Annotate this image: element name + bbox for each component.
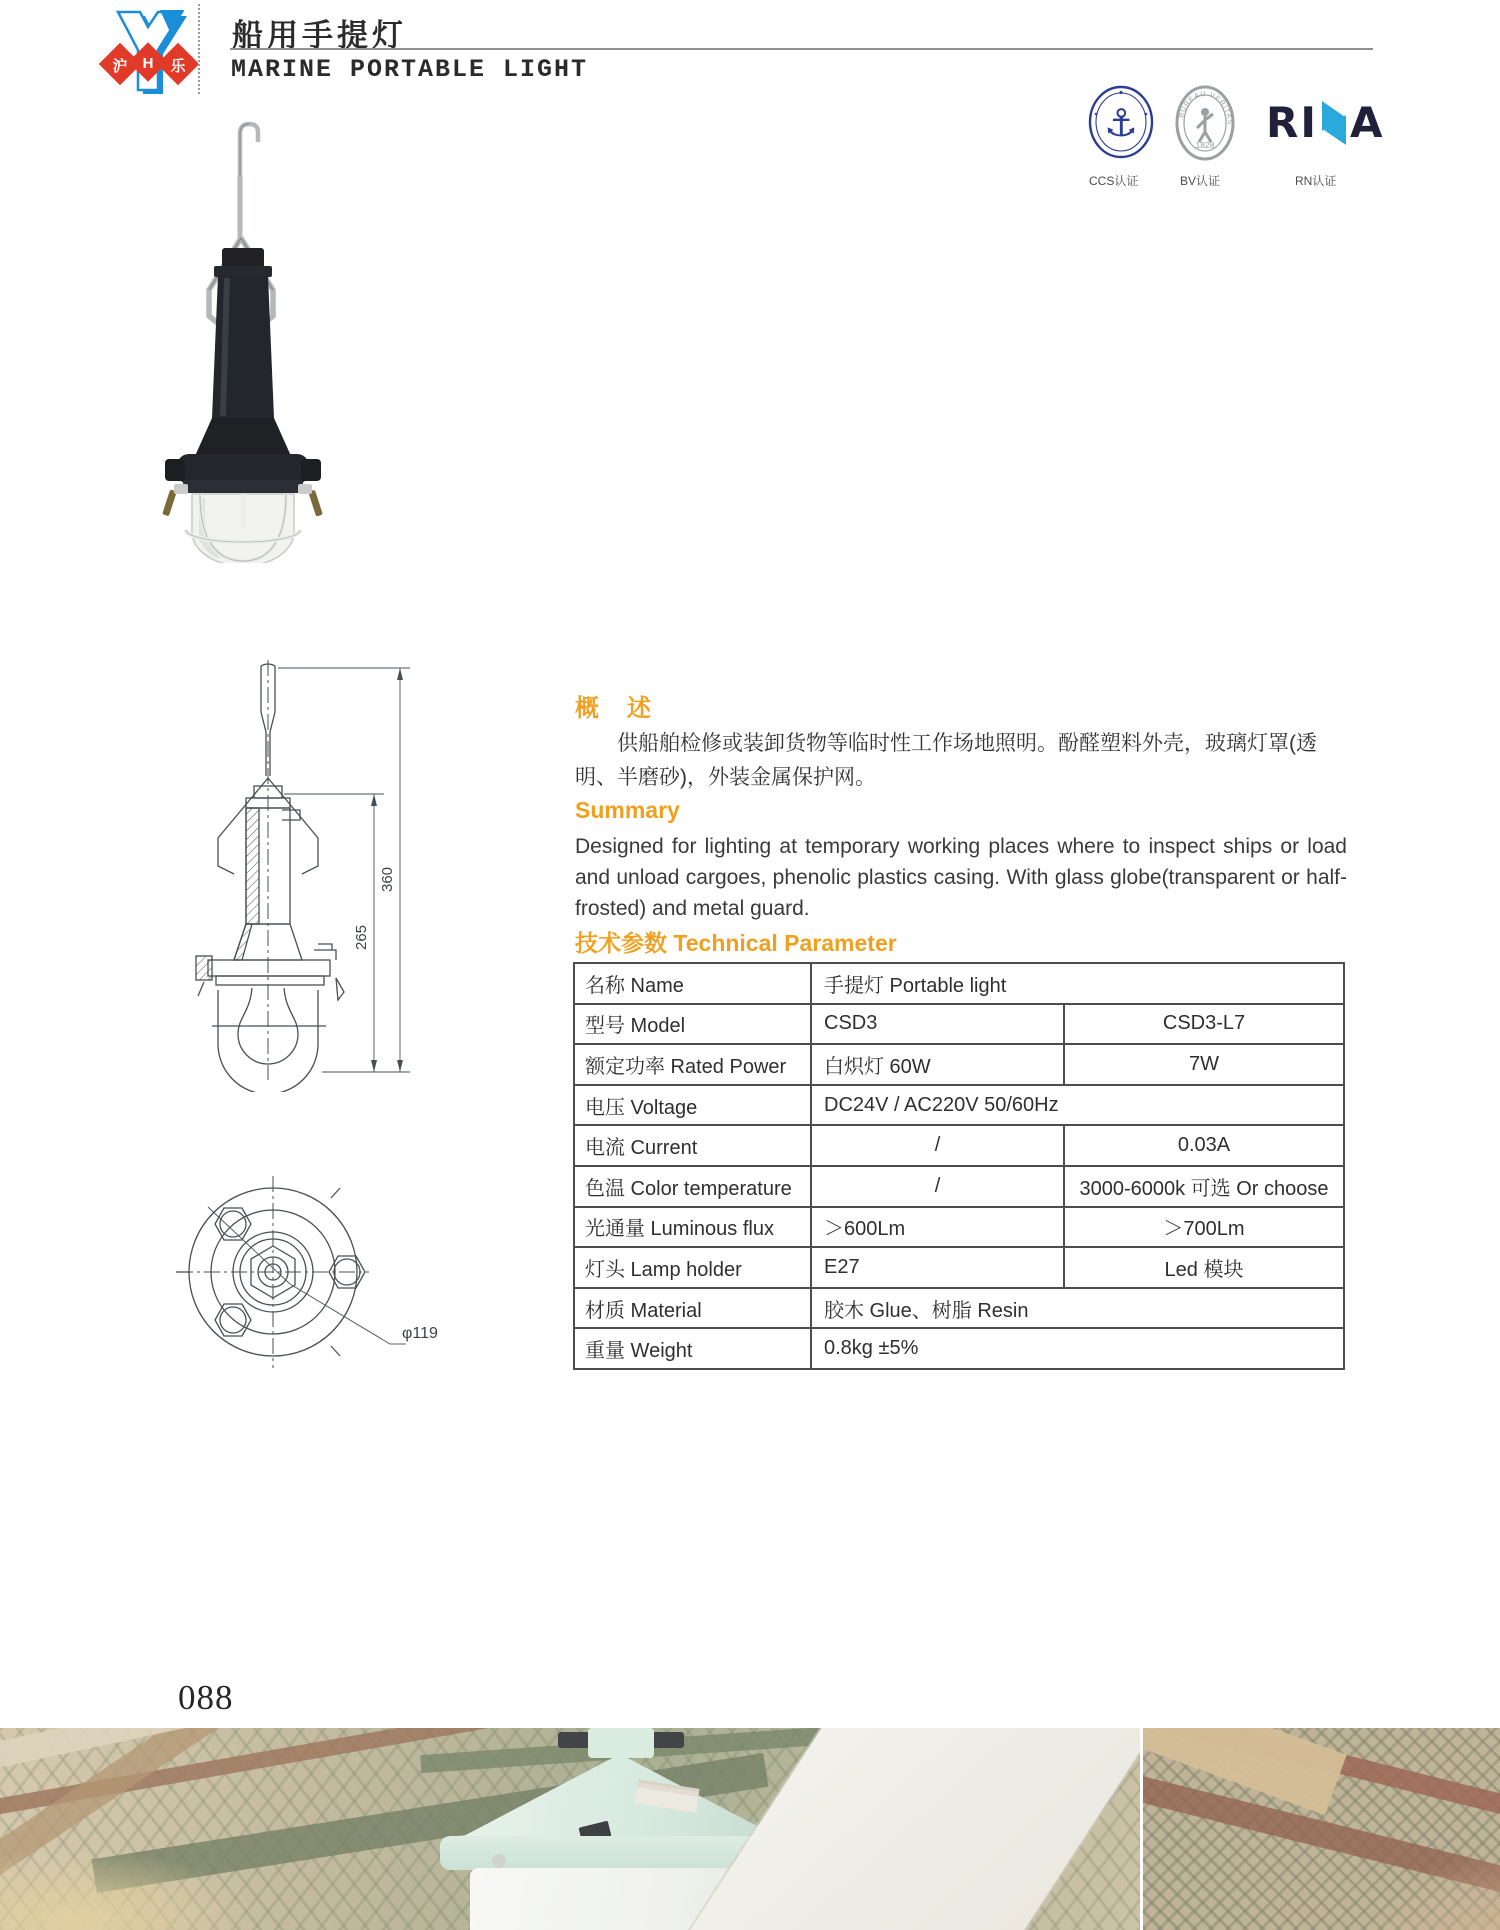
rina-n-icon: [1321, 100, 1347, 146]
row-value: 手提灯 Portable light: [811, 963, 1344, 1004]
row-value: 0.8kg ±5%: [811, 1328, 1344, 1369]
technical-parameter-heading: 技术参数 Technical Parameter: [575, 930, 897, 956]
row-label: 型号 Model: [574, 1004, 811, 1045]
title-rule: [230, 48, 1373, 50]
row-label: 光通量 Luminous flux: [574, 1207, 811, 1248]
row-value-csd3: CSD3: [811, 1004, 1064, 1045]
row-value: DC24V / AC220V 50/60Hz: [811, 1085, 1344, 1126]
logo-char-left: 沪: [112, 58, 128, 75]
row-value-csd3l7: 0.03A: [1064, 1125, 1344, 1166]
row-value-csd3: /: [811, 1166, 1064, 1207]
row-label: 额定功率 Rated Power: [574, 1044, 811, 1085]
cert-ccs-label: CCS认证: [1089, 174, 1139, 188]
dim-diameter: φ119: [402, 1325, 438, 1342]
header-divider: [198, 4, 200, 94]
row-label: 电压 Voltage: [574, 1085, 811, 1126]
page-title-en: MARINE PORTABLE LIGHT: [231, 55, 589, 84]
row-label: 重量 Weight: [574, 1328, 811, 1369]
installation-photo-right: [1143, 1728, 1500, 1930]
logo-char-center: H: [142, 55, 154, 72]
installation-photo-left: [0, 1728, 1140, 1930]
row-value-csd3l7: Led 模块: [1064, 1247, 1344, 1288]
photo-strip: [0, 1728, 1500, 1930]
logo-char-right: 乐: [170, 58, 186, 75]
table-row: [574, 1247, 1344, 1288]
brand-logo: [98, 4, 198, 96]
cert-bv-label: BV认证: [1180, 174, 1221, 188]
row-value-csd3l7: 7W: [1064, 1044, 1344, 1085]
bv-seal-icon: [1174, 84, 1236, 162]
rina-logo: [1266, 98, 1406, 147]
table-row: [574, 963, 1344, 1004]
cert-ccs: [1088, 84, 1154, 165]
row-label: 灯头 Lamp holder: [574, 1247, 811, 1288]
ccs-seal-icon: [1088, 84, 1154, 160]
cert-bv: [1174, 84, 1236, 167]
row-label: 名称 Name: [574, 963, 811, 1004]
photo-wash: [1143, 1728, 1500, 1930]
dim-360: 360: [379, 866, 396, 892]
product-photo: [150, 118, 335, 563]
row-value-csd3: ＞600Lm: [811, 1207, 1064, 1248]
row-value: 胶木 Glue、树脂 Resin: [811, 1288, 1344, 1329]
table-row: [574, 1328, 1344, 1369]
row-value-csd3: E27: [811, 1247, 1064, 1288]
row-label: 色温 Color temperature: [574, 1166, 811, 1207]
drawing-plan: [168, 1172, 443, 1417]
row-value-csd3l7: 3000-6000k 可选 Or choose: [1064, 1166, 1344, 1207]
row-value-csd3l7: ＞700Lm: [1064, 1207, 1344, 1248]
row-value-csd3l7: CSD3-L7: [1064, 1004, 1344, 1045]
table-row: [574, 1288, 1344, 1329]
summary-body-en: Designed for lighting at temporary working places where to inspect ships or load and unload cargoes, phenolic plastics casing. With glass globe(transparent or half-frosted) and metal guard.: [575, 835, 1347, 920]
photo-wash: [0, 1728, 1140, 1930]
bv-year: 1828: [1195, 140, 1215, 150]
overview-heading-zh: 概 述: [575, 695, 653, 722]
page-number: 088: [178, 1678, 234, 1717]
table-row: [574, 1166, 1344, 1207]
rina-text-left: RI: [1266, 98, 1318, 147]
cert-rina: [1266, 98, 1406, 147]
table-row: [574, 1125, 1344, 1166]
cert-rina-label: RN认证: [1295, 174, 1337, 188]
dim-265: 265: [353, 924, 370, 950]
table-row: [574, 1044, 1344, 1085]
row-label: 材质 Material: [574, 1288, 811, 1329]
table-row: [574, 1207, 1344, 1248]
drawing-elevation: [188, 660, 423, 1092]
svg-text:⚓: ⚓: [1103, 103, 1139, 145]
overview-body-zh: 供船舶检修或装卸货物等临时性工作场地照明。酚醛塑料外壳，玻璃灯罩(透明、半磨砂)，外装金属保护网。: [575, 732, 1317, 789]
table-row: [574, 1004, 1344, 1045]
bv-ring-text: BUREAU VERITAS: [1177, 90, 1234, 126]
summary-heading: Summary: [575, 797, 680, 823]
table-row: [574, 1085, 1344, 1126]
spec-table: [573, 962, 1345, 1370]
rina-text-right: A: [1349, 98, 1385, 147]
page-title-zh: 船用手提灯: [232, 18, 407, 53]
row-value-csd3: 白炽灯 60W: [811, 1044, 1064, 1085]
row-label: 电流 Current: [574, 1125, 811, 1166]
row-value-csd3: /: [811, 1125, 1064, 1166]
